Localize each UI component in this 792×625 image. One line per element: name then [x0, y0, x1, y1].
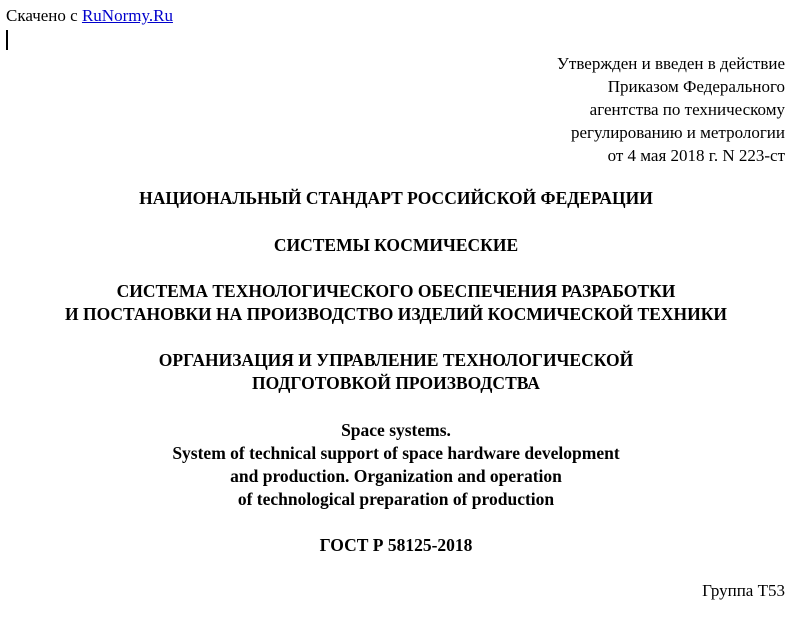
system-title-heading — [0, 280, 792, 326]
english-title — [0, 419, 792, 511]
source-line — [6, 6, 173, 26]
english-title-line: and production. Organization and operation — [230, 466, 562, 486]
group-code: Группа Т53 — [702, 581, 785, 600]
source-link[interactable]: RuNormy.Ru — [81, 6, 173, 25]
english-title-line: System of technical support of space hardware development — [172, 443, 620, 463]
approval-line: Приказом Федерального — [607, 77, 785, 96]
organization-heading — [0, 349, 792, 395]
gost-number: ГОСТ Р 58125-2018 — [319, 535, 473, 555]
approval-line: регулированию и метрологии — [570, 123, 785, 142]
system-title-line: СИСТЕМА ТЕХНОЛОГИЧЕСКОГО ОБЕСПЕЧЕНИЯ РАЗРАБОТКИ — [116, 281, 676, 301]
text-cursor — [6, 30, 8, 50]
english-title-line: Space systems. — [341, 420, 451, 440]
system-title-line: И ПОСТАНОВКИ НА ПРОИЗВОДСТВО ИЗДЕЛИЙ КОСМИЧЕСКОЙ ТЕХНИКИ — [64, 304, 728, 324]
approval-line: от 4 мая 2018 г. N 223-ст — [607, 146, 785, 165]
national-standard-heading: НАЦИОНАЛЬНЫЙ СТАНДАРТ РОССИЙСКОЙ ФЕДЕРАЦИИ — [139, 188, 653, 208]
organization-line: ОРГАНИЗАЦИЯ И УПРАВЛЕНИЕ ТЕХНОЛОГИЧЕСКОЙ — [158, 350, 634, 370]
systems-heading: СИСТЕМЫ КОСМИЧЕСКИЕ — [273, 235, 519, 255]
approval-line: Утвержден и введен в действие — [556, 54, 785, 73]
approval-block — [557, 52, 785, 167]
organization-line: ПОДГОТОВКОЙ ПРОИЗВОДСТВА — [252, 373, 540, 393]
approval-line: агентства по техническому — [589, 100, 785, 119]
english-title-line: of technological preparation of production — [237, 489, 555, 509]
source-prefix: Скачено с — [6, 6, 78, 25]
